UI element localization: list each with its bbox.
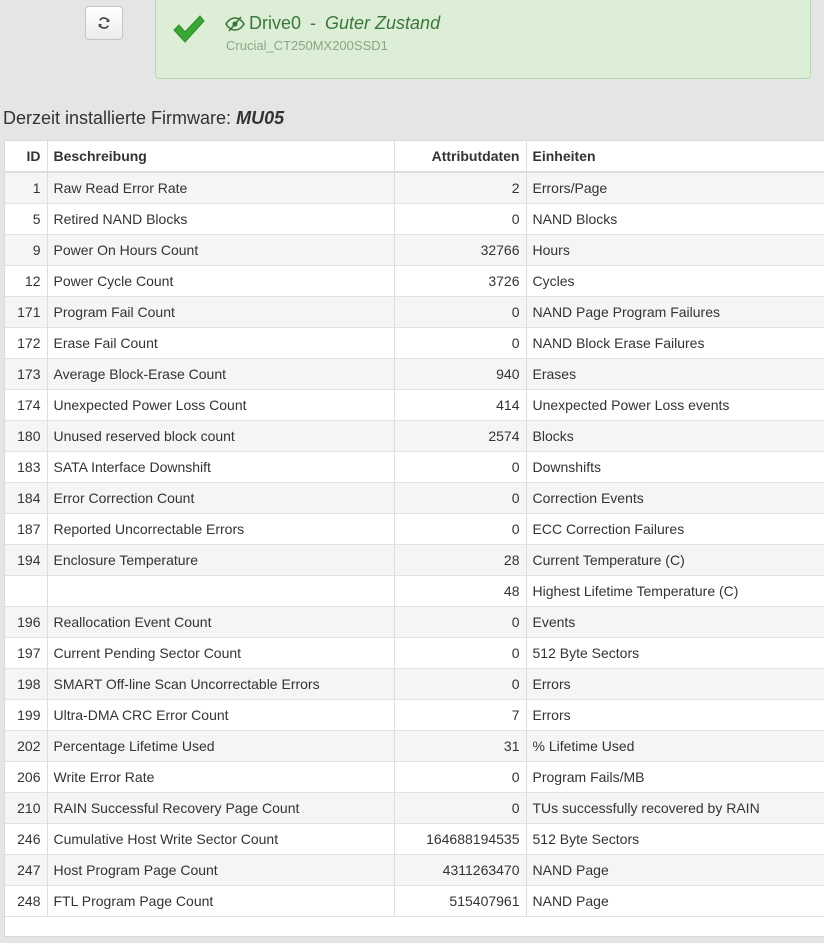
cell-value: 0	[394, 637, 526, 668]
table-row	[5, 544, 824, 575]
cell-value: 0	[394, 482, 526, 513]
cell-unit: Errors/Page	[526, 172, 824, 203]
table-row	[5, 761, 824, 792]
cell-value: 0	[394, 761, 526, 792]
cell-unit: % Lifetime Used	[526, 730, 824, 761]
cell-id: 187	[5, 513, 47, 544]
drive-title[interactable]	[225, 13, 440, 34]
col-header-id: ID	[5, 141, 47, 172]
checkmark-icon	[172, 14, 206, 44]
cell-description: Write Error Rate	[47, 761, 394, 792]
cell-id: 206	[5, 761, 47, 792]
table-row	[5, 420, 824, 451]
cell-unit: 512 Byte Sectors	[526, 823, 824, 854]
cell-description: Reallocation Event Count	[47, 606, 394, 637]
cell-description: Retired NAND Blocks	[47, 203, 394, 234]
cell-unit: Errors	[526, 699, 824, 730]
cell-value: 0	[394, 451, 526, 482]
table-row	[5, 296, 824, 327]
cell-id: 198	[5, 668, 47, 699]
cell-id: 1	[5, 172, 47, 203]
cell-description: Host Program Page Count	[47, 854, 394, 885]
table-row	[5, 637, 824, 668]
cell-id: 180	[5, 420, 47, 451]
cell-unit: Highest Lifetime Temperature (C)	[526, 575, 824, 606]
cell-description: Reported Uncorrectable Errors	[47, 513, 394, 544]
cell-id	[5, 575, 47, 606]
table-row	[5, 885, 824, 916]
cell-description: Error Correction Count	[47, 482, 394, 513]
table-header-row	[5, 141, 824, 172]
cell-description: Cumulative Host Write Sector Count	[47, 823, 394, 854]
cell-unit: Erases	[526, 358, 824, 389]
cell-value: 0	[394, 513, 526, 544]
cell-id: 199	[5, 699, 47, 730]
cell-unit: Downshifts	[526, 451, 824, 482]
smart-attributes-table	[5, 141, 824, 917]
table-row	[5, 854, 824, 885]
cell-value: 0	[394, 327, 526, 358]
cell-description: Power On Hours Count	[47, 234, 394, 265]
table-row	[5, 482, 824, 513]
table-row	[5, 451, 824, 482]
col-header-units: Einheiten	[526, 141, 824, 172]
table-row	[5, 699, 824, 730]
firmware-line	[3, 108, 284, 129]
col-header-description: Beschreibung	[47, 141, 394, 172]
table-row	[5, 234, 824, 265]
cell-description: Enclosure Temperature	[47, 544, 394, 575]
cell-value: 2	[394, 172, 526, 203]
cell-value: 32766	[394, 234, 526, 265]
cell-id: 202	[5, 730, 47, 761]
refresh-icon	[97, 16, 111, 30]
cell-description: SMART Off-line Scan Uncorrectable Errors	[47, 668, 394, 699]
cell-id: 171	[5, 296, 47, 327]
cell-value: 515407961	[394, 885, 526, 916]
cell-description: Unexpected Power Loss Count	[47, 389, 394, 420]
cell-value: 940	[394, 358, 526, 389]
cell-description: FTL Program Page Count	[47, 885, 394, 916]
cell-value: 31	[394, 730, 526, 761]
table-row	[5, 513, 824, 544]
cell-description: Unused reserved block count	[47, 420, 394, 451]
cell-id: 210	[5, 792, 47, 823]
cell-unit: ECC Correction Failures	[526, 513, 824, 544]
cell-unit: NAND Page	[526, 885, 824, 916]
drive-model: Crucial_CT250MX200SSD1	[226, 38, 388, 53]
cell-unit: NAND Page Program Failures	[526, 296, 824, 327]
refresh-button[interactable]	[85, 6, 123, 40]
cell-unit: Correction Events	[526, 482, 824, 513]
cell-id: 248	[5, 885, 47, 916]
cell-id: 194	[5, 544, 47, 575]
smart-table-container	[4, 140, 824, 937]
cell-value: 3726	[394, 265, 526, 296]
cell-unit: Blocks	[526, 420, 824, 451]
cell-value: 0	[394, 668, 526, 699]
table-row	[5, 358, 824, 389]
cell-description: Power Cycle Count	[47, 265, 394, 296]
table-row	[5, 389, 824, 420]
cell-unit: Errors	[526, 668, 824, 699]
cell-value: 28	[394, 544, 526, 575]
cell-id: 5	[5, 203, 47, 234]
cell-id: 246	[5, 823, 47, 854]
cell-value: 0	[394, 203, 526, 234]
cell-unit: NAND Page	[526, 854, 824, 885]
table-row	[5, 606, 824, 637]
cell-value: 0	[394, 792, 526, 823]
table-row	[5, 203, 824, 234]
cell-unit: TUs successfully recovered by RAIN	[526, 792, 824, 823]
cell-value: 2574	[394, 420, 526, 451]
cell-description	[47, 575, 394, 606]
cell-unit: Unexpected Power Loss events	[526, 389, 824, 420]
table-row	[5, 265, 824, 296]
cell-unit: 512 Byte Sectors	[526, 637, 824, 668]
cell-value: 0	[394, 296, 526, 327]
cell-id: 174	[5, 389, 47, 420]
cell-value: 0	[394, 606, 526, 637]
cell-unit: Current Temperature (C)	[526, 544, 824, 575]
table-row	[5, 730, 824, 761]
firmware-version: MU05	[236, 108, 285, 128]
cell-value: 164688194535	[394, 823, 526, 854]
table-row	[5, 172, 824, 203]
cell-description: Erase Fail Count	[47, 327, 394, 358]
cell-description: SATA Interface Downshift	[47, 451, 394, 482]
cell-value: 4311263470	[394, 854, 526, 885]
cell-value: 414	[394, 389, 526, 420]
cell-id: 9	[5, 234, 47, 265]
cell-id: 197	[5, 637, 47, 668]
cell-unit: NAND Block Erase Failures	[526, 327, 824, 358]
table-row	[5, 823, 824, 854]
table-row	[5, 668, 824, 699]
cell-id: 183	[5, 451, 47, 482]
col-header-value: Attributdaten	[394, 141, 526, 172]
cell-description: RAIN Successful Recovery Page Count	[47, 792, 394, 823]
cell-description: Percentage Lifetime Used	[47, 730, 394, 761]
cell-unit: Hours	[526, 234, 824, 265]
drive-state: Guter Zustand	[325, 13, 441, 33]
eye-icon	[225, 16, 245, 32]
firmware-label: Derzeit installierte Firmware:	[3, 108, 232, 128]
cell-value: 48	[394, 575, 526, 606]
table-row	[5, 575, 824, 606]
cell-id: 12	[5, 265, 47, 296]
cell-unit: Program Fails/MB	[526, 761, 824, 792]
cell-description: Program Fail Count	[47, 296, 394, 327]
cell-description: Current Pending Sector Count	[47, 637, 394, 668]
cell-description: Raw Read Error Rate	[47, 172, 394, 203]
cell-id: 172	[5, 327, 47, 358]
cell-id: 184	[5, 482, 47, 513]
cell-unit: Events	[526, 606, 824, 637]
table-row	[5, 792, 824, 823]
cell-description: Average Block-Erase Count	[47, 358, 394, 389]
drive-separator: -	[305, 13, 322, 33]
cell-id: 173	[5, 358, 47, 389]
cell-id: 247	[5, 854, 47, 885]
cell-id: 196	[5, 606, 47, 637]
drive-status-panel	[155, 0, 811, 79]
cell-unit: NAND Blocks	[526, 203, 824, 234]
cell-description: Ultra-DMA CRC Error Count	[47, 699, 394, 730]
cell-unit: Cycles	[526, 265, 824, 296]
table-row	[5, 327, 824, 358]
cell-value: 7	[394, 699, 526, 730]
drive-name: Drive0	[249, 13, 302, 33]
